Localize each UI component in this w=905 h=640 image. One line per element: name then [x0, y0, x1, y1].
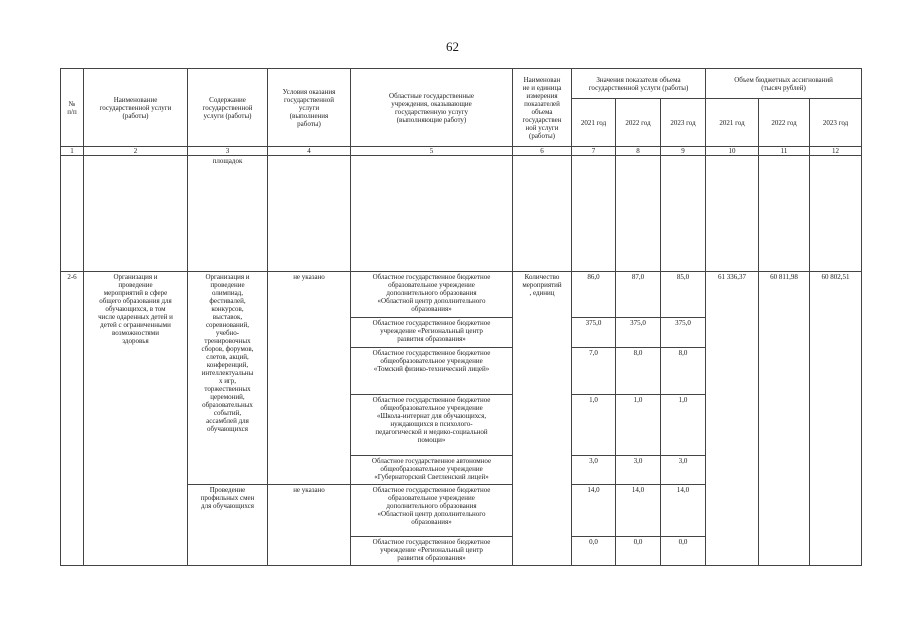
volume-value: 375,0	[616, 318, 661, 348]
institution-cell: Областное государственное бюджетное образовательное учреждение дополнительного образования «Областной центр дополнительного образования»	[351, 485, 513, 537]
volume-value: 14,0	[661, 485, 706, 537]
header-service-content: Содержание государственной услуги (работы)	[188, 69, 268, 147]
volume-value: 1,0	[661, 395, 706, 456]
column-number: 11	[759, 147, 810, 156]
volume-value: 8,0	[661, 348, 706, 395]
column-number: 4	[268, 147, 351, 156]
column-numbers-row	[61, 147, 862, 156]
institution-cell: Областное государственное автономное общеобразовательное учреждение «Губернаторский Светленский лицей»	[351, 456, 513, 485]
column-number: 3	[188, 147, 268, 156]
header-volume-year-2023: 2023 год	[661, 99, 706, 147]
volume-value: 14,0	[572, 485, 616, 537]
volume-value: 3,0	[572, 456, 616, 485]
service-name: Организация и проведение мероприятий в сфере общего образования для обучающихся, в том числе одаренных детей и детей с ограниченными возможностями здоровья	[84, 272, 188, 566]
volume-value: 8,0	[616, 348, 661, 395]
column-number: 2	[84, 147, 188, 156]
page-number: 62	[446, 39, 459, 54]
header-service-name: Наименование государственной услуги (работы)	[84, 69, 188, 147]
service-conditions: не указано	[268, 485, 351, 566]
header-budget-group: Объем бюджетных ассигнований (тысяч рублей)	[706, 69, 862, 99]
services-table	[60, 68, 862, 566]
column-number: 12	[810, 147, 862, 156]
volume-value: 1,0	[572, 395, 616, 456]
header-volume-group: Значения показателя объема государственной услуги (работы)	[572, 69, 706, 99]
volume-value: 1,0	[616, 395, 661, 456]
budget-value-2021: 61 336,37	[706, 272, 759, 566]
column-number: 1	[61, 147, 84, 156]
budget-value-2022: 60 811,98	[759, 272, 810, 566]
institution-cell: Областное государственное бюджетное учреждение «Региональный центр развития образования»	[351, 537, 513, 566]
service-content: Проведение профильных смен для обучающихся	[188, 485, 268, 566]
header-institutions: Областные государственные учреждения, оказывающие государственную услугу (выполняющие работу)	[351, 69, 513, 147]
header-budget-year-2022: 2022 год	[759, 99, 810, 147]
continuation-row	[61, 156, 862, 272]
section-number: 2-6	[61, 272, 84, 566]
column-number: 10	[706, 147, 759, 156]
column-number: 9	[661, 147, 706, 156]
column-number: 7	[572, 147, 616, 156]
volume-value: 3,0	[616, 456, 661, 485]
volume-value: 0,0	[661, 537, 706, 566]
header-indicator: Наименован ие и единица измерения показателей объема государствен ной услуги (работы)	[513, 69, 572, 147]
header-volume-year-2022: 2022 год	[616, 99, 661, 147]
column-number: 6	[513, 147, 572, 156]
service-conditions: не указано	[268, 272, 351, 485]
column-number: 5	[351, 147, 513, 156]
institution-cell: Областное государственное бюджетное общеобразовательное учреждение «Школа-интернат для обучающихся, нуждающихся в психолого- педагогической и медико-социальной помощи»	[351, 395, 513, 456]
institution-cell: Областное государственное бюджетное общеобразовательное учреждение «Томский физико-технический лицей»	[351, 348, 513, 395]
volume-value: 85,0	[661, 272, 706, 318]
volume-value: 86,0	[572, 272, 616, 318]
table-header	[61, 69, 862, 147]
volume-value: 375,0	[572, 318, 616, 348]
service-content: Организация и проведение олимпиад, фестивалей, конкурсов, выставок, соревнований, учебно- тренировочных сборов, форумов, слетов, акций, конференций, интеллектуальны х игр, торжественных церемоний, образовательных событий, ассамблей для обучающихся	[188, 272, 268, 485]
volume-value: 0,0	[616, 537, 661, 566]
volume-value: 0,0	[572, 537, 616, 566]
header-budget-year-2023: 2023 год	[810, 99, 862, 147]
institution-cell: Областное государственное бюджетное учреждение «Региональный центр развития образования»	[351, 318, 513, 348]
volume-value: 14,0	[616, 485, 661, 537]
header-volume-year-2021: 2021 год	[572, 99, 616, 147]
volume-value: 375,0	[661, 318, 706, 348]
table-row	[61, 272, 862, 318]
institution-cell: Областное государственное бюджетное образовательное учреждение дополнительного образования «Областной центр дополнительного образования»	[351, 272, 513, 318]
header-service-conditions: Условия оказания государственной услуги (выполнения работы)	[268, 69, 351, 147]
budget-value-2023: 60 802,51	[810, 272, 862, 566]
volume-value: 87,0	[616, 272, 661, 318]
header-col-number: № п/п	[61, 69, 84, 147]
column-number: 8	[616, 147, 661, 156]
volume-value: 7,0	[572, 348, 616, 395]
volume-value: 3,0	[661, 456, 706, 485]
continuation-content: площадок	[188, 156, 268, 272]
indicator-cell: Количество мероприятий , единиц	[513, 272, 572, 566]
header-budget-year-2021: 2021 год	[706, 99, 759, 147]
